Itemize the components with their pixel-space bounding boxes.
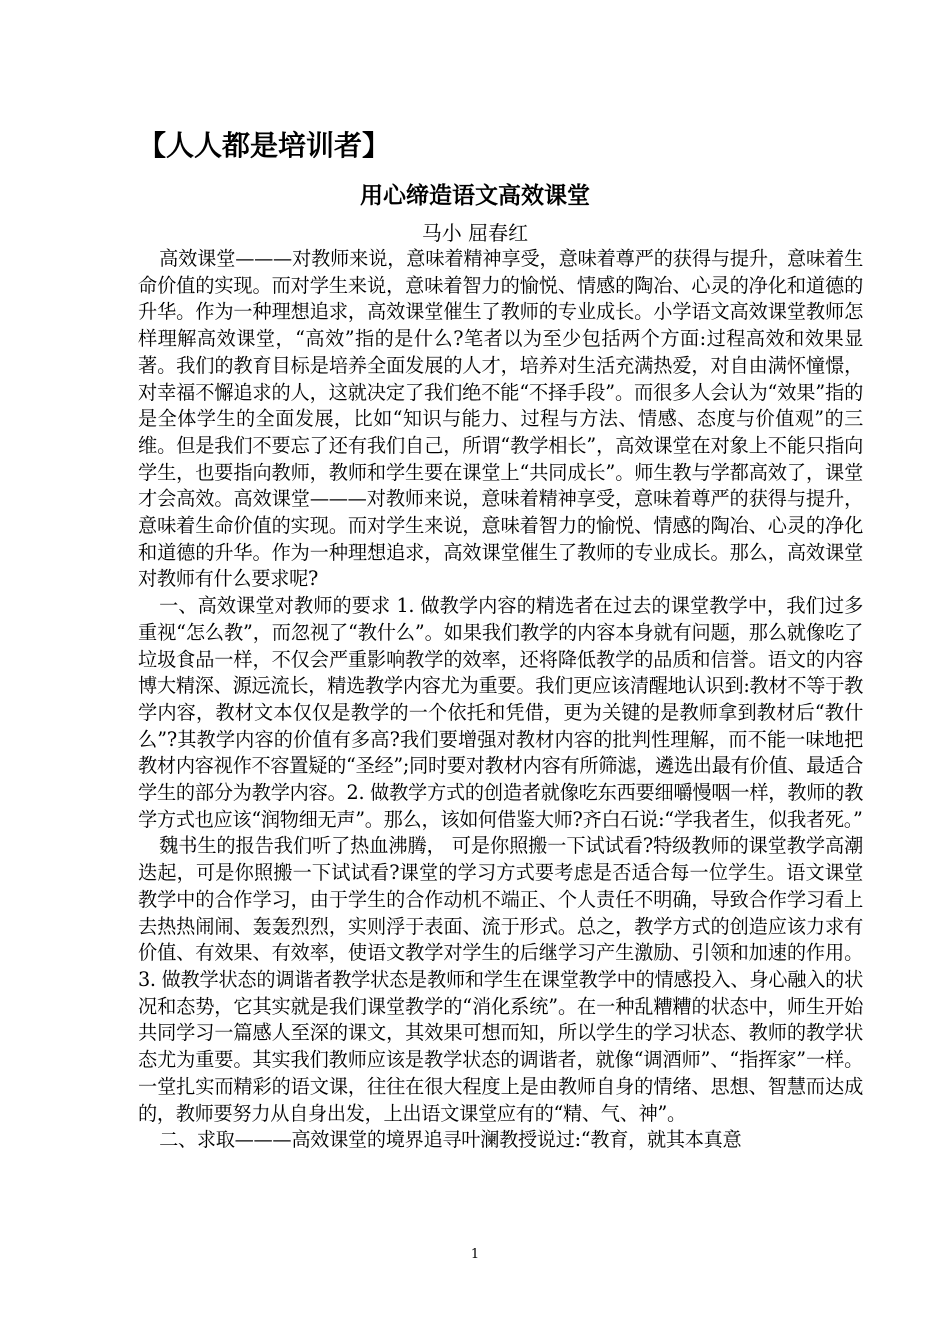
section-header-title: 【人人都是培训者】	[138, 129, 391, 162]
article-author: 马小 屈春红	[421, 221, 529, 245]
paragraph-intro: 高效课堂———对教师来说，意味着精神享受，意味着尊严的获得与提升，意味着生命价值的实现。而对学生来说，意味着智力的愉悦、情感的陶冶、心灵的净化和道德的升华。作为一种理想追求，高效课堂催生了教师的专业成长。小学语文高效课堂教师怎样理解高效课堂，“高效”指的是什么?笔者以为至少包括两个方面:过程高效和效果显著。我们的教育目标是培养全面发展的人才，培养对生活充满热爱，对自由满怀憧憬，对幸福不懈追求的人，这就决定了我们绝不能“不择手段”。而很多人会认为“效果”指的是全体学生的全面发展，比如“知识与能力、过程与方法、情感、态度与价值观”的三维。但是我们不要忘了还有我们自己，所谓“教学相长”，高效课堂在对象上不能只指向学生，也要指向教师，教师和学生要在课堂上“共同成长”。师生教与学都高效了，课堂才会高效。高效课堂———对教师来说，意味着精神享受，意味着尊严的获得与提升，意味着生命价值的实现。而对学生来说，意味着智力的愉悦、情感的陶冶、心灵的净化和道德的升华。作为一种理想追求，高效课堂催生了教师的专业成长。那么，高效课堂对教师有什么要求呢?	[138, 247, 863, 591]
paragraph-teaching-methods: 魏书生的报告我们听了热血沸腾， 可是你照搬一下试试看?特级教师的课堂教学高潮迭起，可是你照搬一下试试看?课堂的学习方式要考虑是否适合每一位学生。语文课堂教学中的合作学习，由于学生的合作动机不端正、个人责任不明确，导致合作学习看上去热热闹闹、轰轰烈烈，实则浮于表面、流于形式。总之，教学方式的创造应该力求有价值、有效果、有效率，使语文教学对学生的后继学习产生激励、引领和加速的作用。3. 做教学状态的调谐者教学状态是教师和学生在课堂教学中的情感投入、身心融入的状况和态势，它其实就是我们课堂教学的“消化系统”。在一种乱糟糟的状态中，师生开始共同学习一篇感人至深的课文，其效果可想而知，所以学生的学习状态、教师的教学状态尤为重要。其实我们教师应该是教学状态的调谐者，就像“调酒师”、“指挥家”一样。一堂扎实而精彩的语文课，往往在很大程度上是由教师自身的情绪、思想、智慧而达成的，教师要努力从自身出发，上出语文课堂应有的“精、气、神”。	[138, 834, 863, 1125]
paragraph-teacher-requirements: 一、高效课堂对教师的要求 1. 做教学内容的精选者在过去的课堂教学中，我们过多重视“怎么教”，而忽视了“教什么”。如果我们教学的内容本身就有问题，那么就像吃了垃圾食品一样，不仅会严重影响教学的效率，还将降低教学的品质和信誉。语文的内容博大精深、源远流长，精选教学内容尤为重要。我们更应该清醒地认识到:教材不等于教学内容，教材文本仅仅是教学的一个依托和凭借，更为关键的是教师拿到教材后“教什么”?其教学内容的价值有多高?我们要增强对教材内容的批判性理解，而不能一味地把教材内容视作不容置疑的“圣经”;同时要对教材内容有所筛滤，遴选出最有价值、最适合学生的部分为教学内容。2. 做教学方式的创造者就像吃东西要细嚼慢咽一样，教师的教学方式也应该“润物细无声”。那么，该如何借鉴大师?齐白石说:“学我者生，似我者死。”	[138, 594, 863, 831]
page-number: 1	[470, 1247, 480, 1262]
article-body	[138, 246, 863, 1154]
paragraph-section-two: 二、求取———高效课堂的境界追寻叶澜教授说过:“教育，就其本真意	[159, 1128, 742, 1152]
article-title: 用心缔造语文高效课堂	[360, 183, 590, 209]
